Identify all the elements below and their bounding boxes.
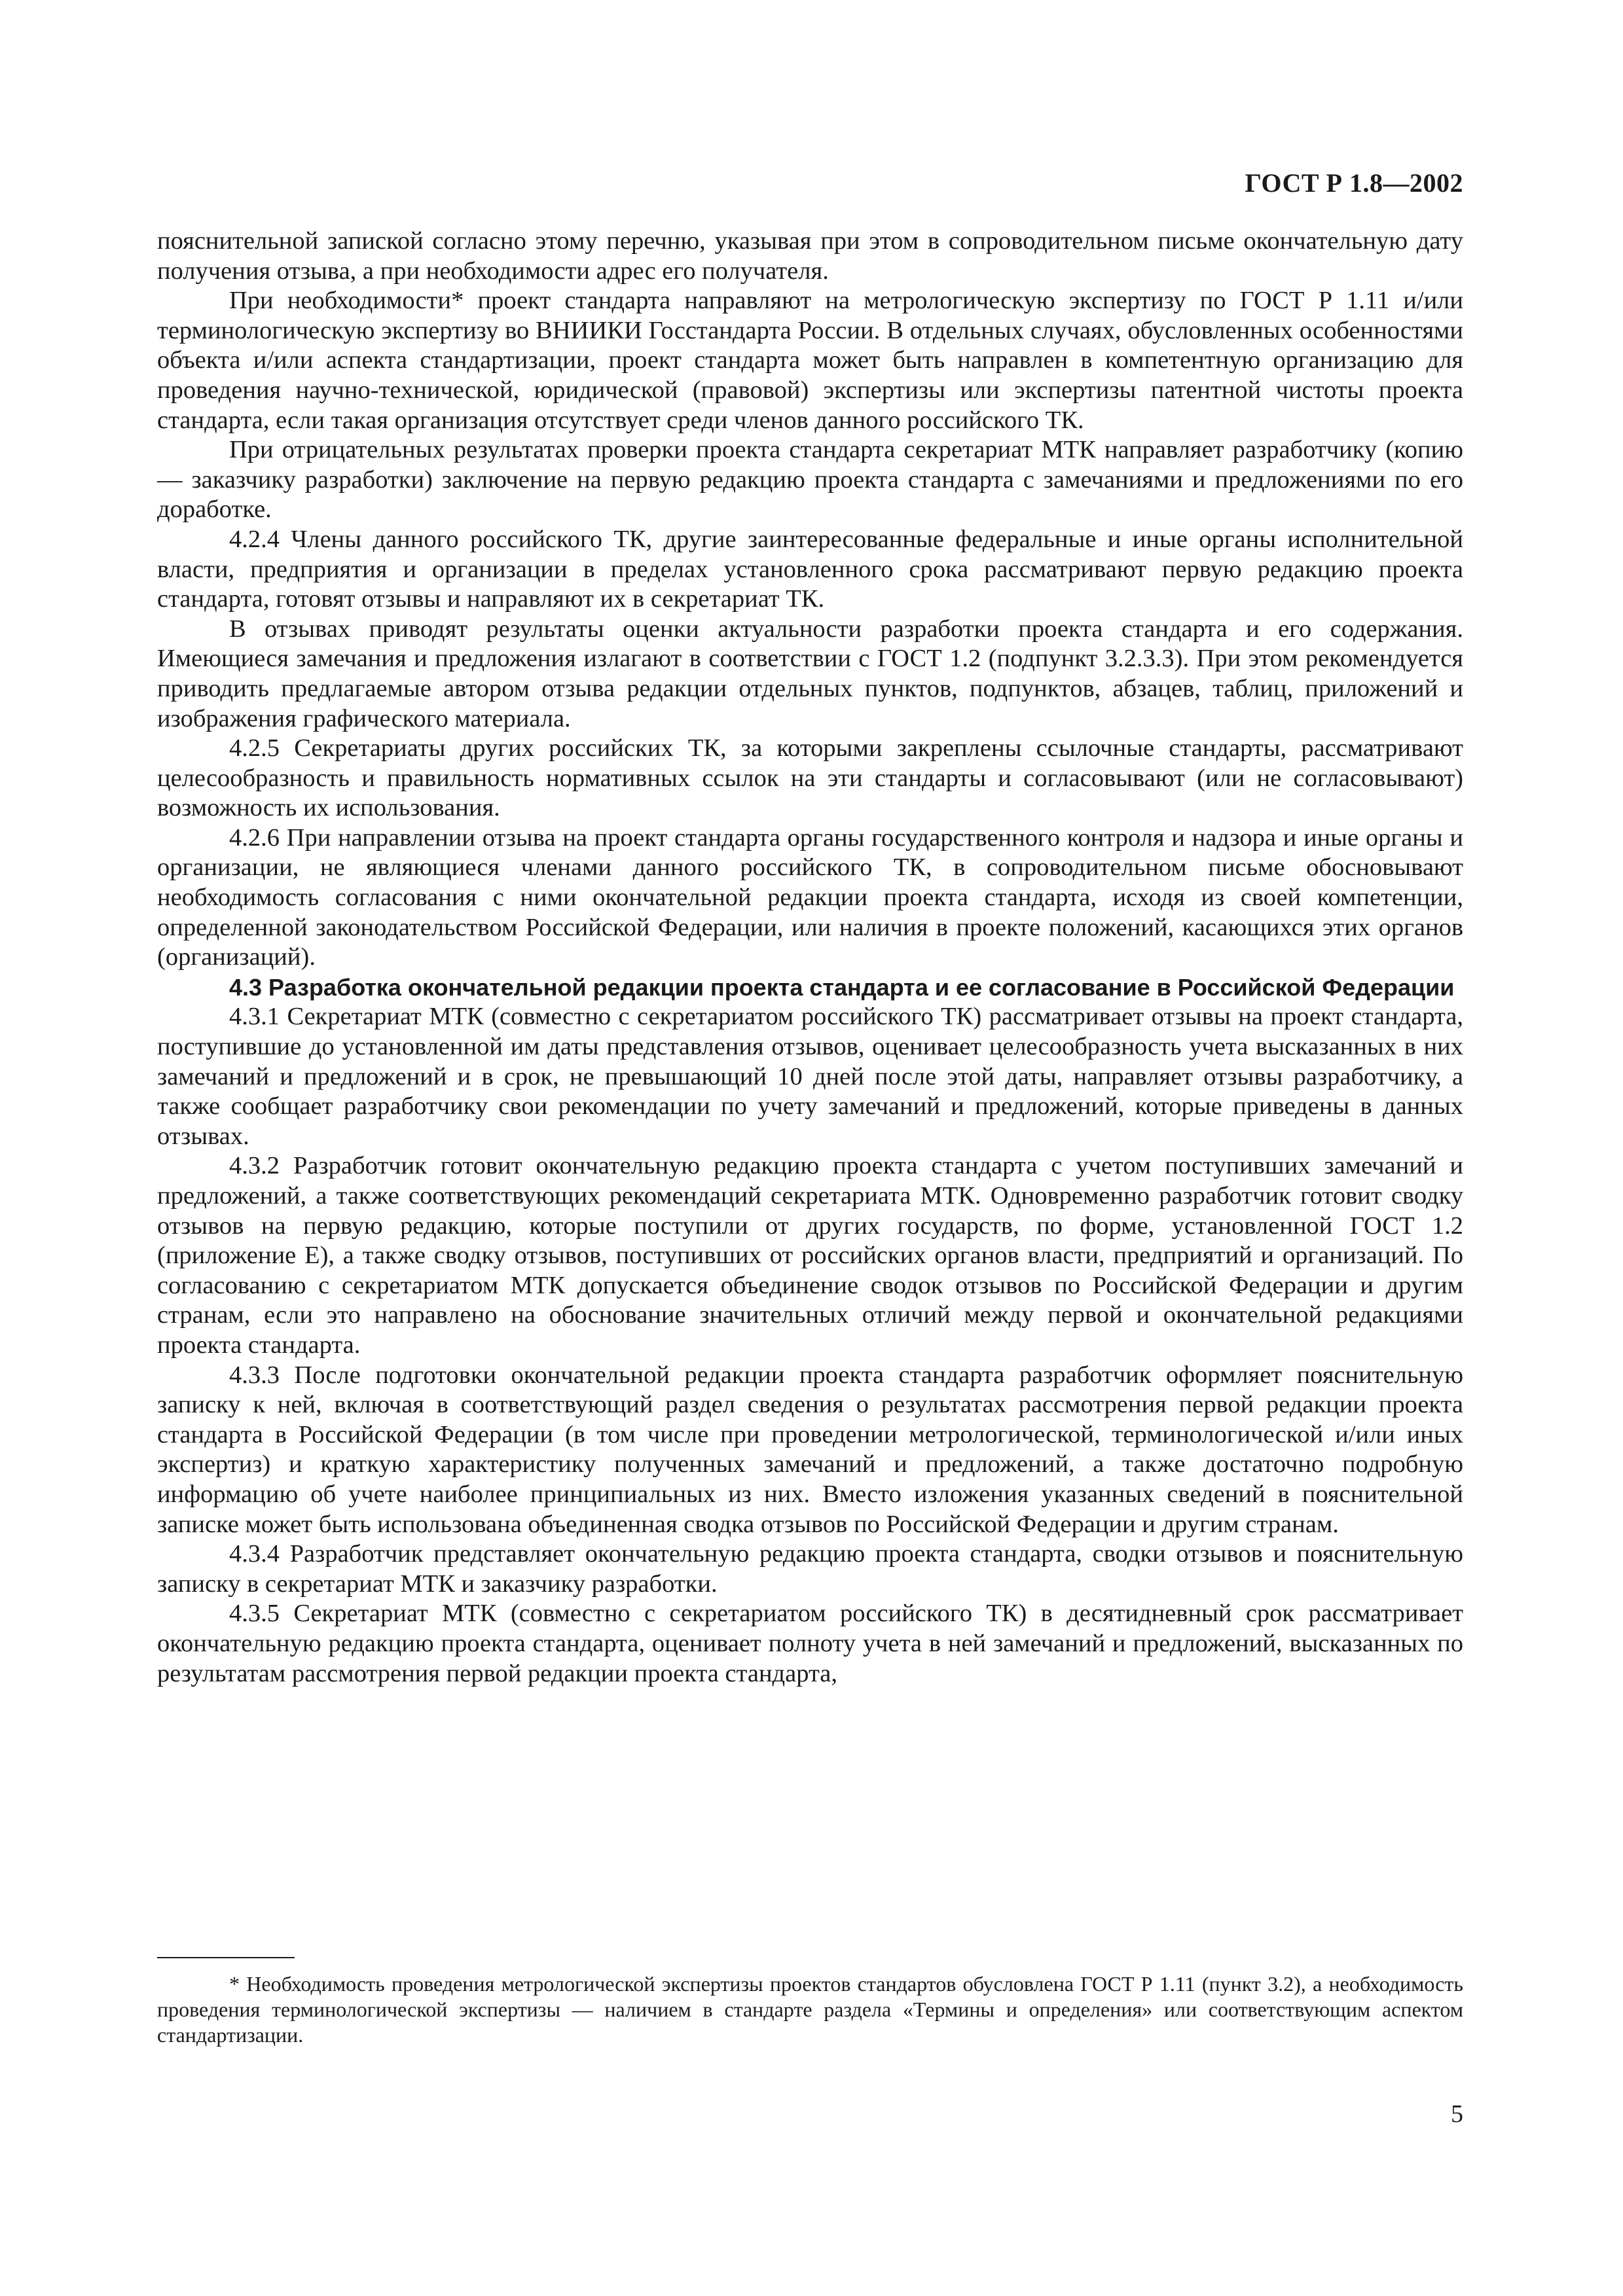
paragraph: 4.2.4 Члены данного российского ТК, другие заинтересованные федеральные и иные органы исполнительной власти, предприятия и организации в пределах установленного срока рассматривают первую редакцию проекта стандарта, готовят отзывы и направляют их в секретариат ТК. xyxy=(157,525,1463,613)
paragraph: 4.3.4 Разработчик представляет окончательную редакцию проекта стандарта, сводки отзывов и пояснительную записку в секретариат МТК и заказчику разработки. xyxy=(157,1540,1463,1598)
footnote: * Необходимость проведения метрологической экспертизы проектов стандартов обусловлена ГОСТ Р 1.11 (пункт 3.2), а необходимость проведения терминологической экспертизы — наличием в стандарте раздела «Термины и определения» или соответствующим аспектом стандартизации. xyxy=(157,1972,1463,2047)
body-text xyxy=(157,226,1463,1689)
paragraph: 4.3.2 Разработчик готовит окончательную редакцию проекта стандарта с учетом поступивших замечаний и предложений, а также соответствующих рекомендаций секретариата МТК. Одновременно разработчик готовит сводку отзывов на первую редакцию, которые поступили от других государств, по форме, установленной ГОСТ 1.2 (приложение Е), а также сводку отзывов, поступивших от российских органов власти, предприятий и организаций. По согласованию с секретариатом МТК допускается объединение сводок отзывов по Российской Федерации и другим странам, если это направлено на обоснование значительных отличий между первой и окончательной редакциями проекта стандарта. xyxy=(157,1152,1463,1359)
running-header: ГОСТ Р 1.8—2002 xyxy=(1245,168,1463,198)
paragraph: 4.3.5 Секретариат МТК (совместно с секретариатом российского ТК) в десятидневный срок рассматривает окончательную редакцию проекта стандарта, оценивает полноту учета в ней замечаний и предложений, высказанных по результатам рассмотрения первой редакции проекта стандарта, xyxy=(157,1600,1463,1687)
section-heading: 4.3 Разработка окончательной редакции проекта стандарта и ее согласование в Российской Федерации xyxy=(229,973,1455,1001)
footnote-divider xyxy=(157,1957,295,1958)
paragraph: 4.2.6 При направлении отзыва на проект стандарта органы государственного контроля и надзора и иные органы и организации, не являющиеся членами данного российского ТК, в сопроводительном письме обосновывают необходимость согласования с ними окончательной редакции проекта стандарта, исходя из своей компетенции, определенной законодательством Российской Федерации, или наличия в проекте положений, касающихся этих органов (организаций). xyxy=(157,823,1463,971)
paragraph: В отзывах приводят результаты оценки актуальности разработки проекта стандарта и его содержания. Имеющиеся замечания и предложения излагают в соответствии с ГОСТ 1.2 (подпункт 3.2.3.3). При этом рекомендуется приводить предлагаемые автором отзыва редакции отдельных пунктов, подпунктов, абзацев, таблиц, приложений и изображения графического материала. xyxy=(157,615,1463,732)
paragraph: пояснительной запиской согласно этому перечню, указывая при этом в сопроводительном письме окончательную дату получения отзыва, а при необходимости адрес его получателя. xyxy=(157,227,1463,285)
paragraph: 4.3.3 После подготовки окончательной редакции проекта стандарта разработчик оформляет пояснительную записку к ней, включая в соответствующий раздел сведения о результатах рассмотрения первой редакции проекта стандарта в Российской Федерации (в том числе при проведении метрологической, терминологической и/или иных экспертиз) и краткую характеристику полученных замечаний и предложений, а также достаточно подробную информацию об учете наиболее принципиальных из них. Вместо изложения указанных сведений в пояснительной записке может быть использована объединенная сводка отзывов по Российской Федерации и другим странам. xyxy=(157,1361,1463,1538)
document-page xyxy=(157,0,1463,2296)
paragraph: При отрицательных результатах проверки проекта стандарта секретариат МТК направляет разработчику (копию — заказчику разработки) заключение на первую редакцию проекта стандарта с замечаниями и предложениями по его доработке. xyxy=(157,436,1463,524)
paragraph: При необходимости* проект стандарта направляют на метрологическую экспертизу по ГОСТ Р 1.11 и/или терминологическую экспертизу во ВНИИКИ Госстандарта России. В отдельных случаях, обусловленных особенностями объекта и/или аспекта стандартизации, проект стандарта может быть направлен в компетентную организацию для проведения научно-технической, юридической (правовой) экспертизы или экспертизы патентной чистоты проекта стандарта, если такая организация отсутствует среди членов данного российского ТК. xyxy=(157,287,1463,434)
page-number: 5 xyxy=(1451,2100,1463,2128)
paragraph: 4.3.1 Секретариат МТК (совместно с секретариатом российского ТК) рассматривает отзывы на проект стандарта, поступившие до установленной им даты представления отзывов, оценивает целесообразность учета высказанных в них замечаний и предложений и в срок, не превышающий 10 дней после этой даты, направляет отзывы разработчику, а также сообщает разработчику свои рекомендации по учету замечаний и предложений, которые приведены в данных отзывах. xyxy=(157,1003,1463,1150)
paragraph: 4.2.5 Секретариаты других российских ТК, за которыми закреплены ссылочные стандарты, рассматривают целесообразность и правильность нормативных ссылок на эти стандарты и согласовывают (или не согласовывают) возможность их использования. xyxy=(157,734,1463,822)
